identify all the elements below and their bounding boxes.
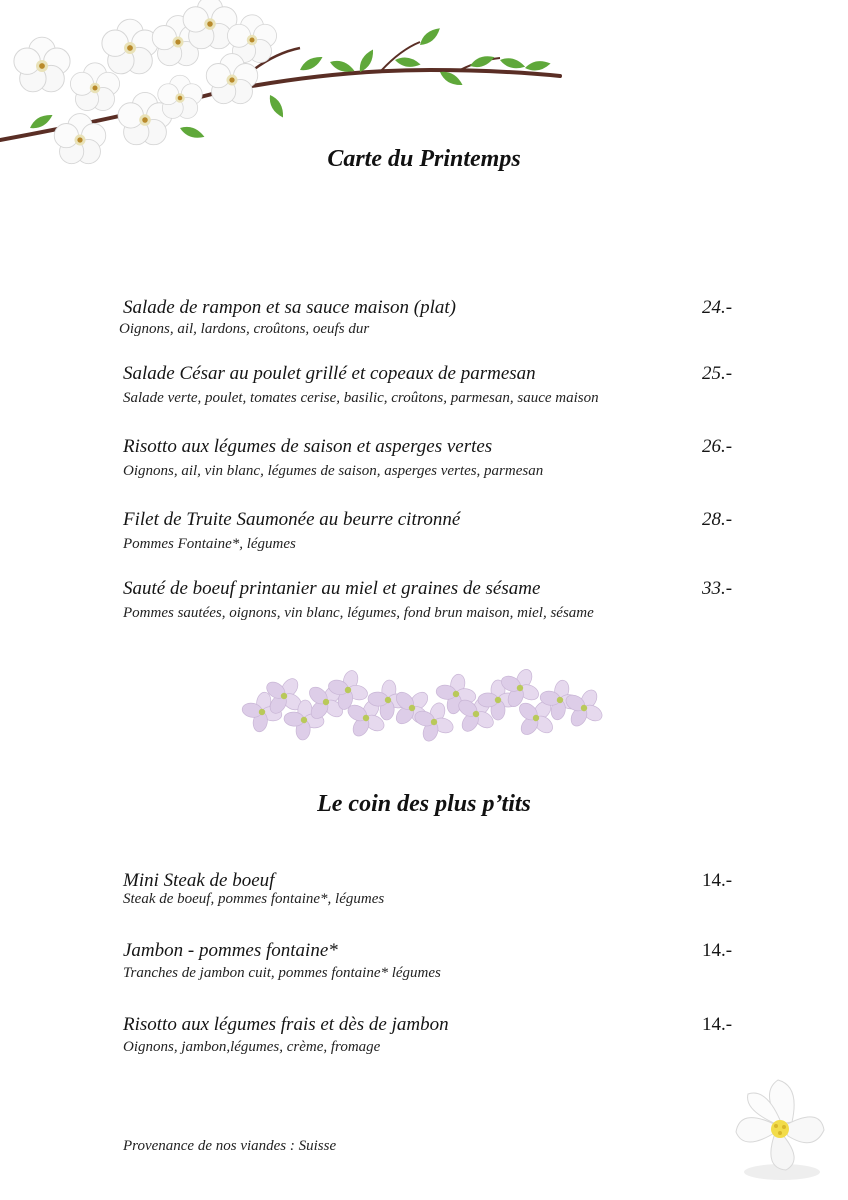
menu-item-description: Oignons, ail, lardons, croûtons, oeufs dur bbox=[119, 321, 370, 337]
menu-item-price: 33.- bbox=[702, 578, 733, 599]
menu-item-name: Filet de Truite Saumonée au beurre citronné bbox=[123, 509, 461, 530]
menu-item-price: 14.- bbox=[702, 870, 733, 891]
menu-item-description: Pommes sautées, oignons, vin blanc, légumes, fond brun maison, miel, sésame bbox=[123, 605, 594, 621]
menu-item-price: 14.- bbox=[702, 940, 733, 961]
menu-item-price: 14.- bbox=[702, 1014, 733, 1035]
menu-item-description: Pommes Fontaine*, légumes bbox=[123, 536, 296, 552]
menu-item-description: Tranches de jambon cuit, pommes fontaine* légumes bbox=[123, 965, 441, 981]
menu-item-price: 26.- bbox=[702, 436, 733, 457]
lilac-flower-garland bbox=[238, 668, 610, 748]
menu-item-name: Sauté de boeuf printanier au miel et graines de sésame bbox=[123, 578, 541, 599]
menu-item-description: Oignons, ail, vin blanc, légumes de saison, asperges vertes, parmesan bbox=[123, 463, 544, 479]
menu-item-price: 28.- bbox=[702, 509, 733, 530]
menu-item-name: Jambon - pommes fontaine* bbox=[123, 940, 338, 961]
menu-item-name: Mini Steak de boeuf bbox=[123, 870, 275, 891]
menu-item-description: Oignons, jambon,légumes, crème, fromage bbox=[123, 1039, 381, 1055]
menu-item-price: 25.- bbox=[702, 363, 733, 384]
menu-item-name: Risotto aux légumes de saison et asperges vertes bbox=[123, 436, 493, 457]
menu-item-price: 24.- bbox=[702, 297, 733, 318]
menu-item-name: Risotto aux légumes frais et dès de jambon bbox=[123, 1014, 449, 1035]
menu-item-description: Steak de boeuf, pommes fontaine*, légumes bbox=[123, 891, 385, 907]
menu-item-description: Salade verte, poulet, tomates cerise, basilic, croûtons, parmesan, sauce maison bbox=[123, 390, 599, 406]
meat-origin-note: Provenance de nos viandes : Suisse bbox=[123, 1138, 337, 1154]
white-blossom-illustration bbox=[730, 1072, 830, 1184]
menu-item-name: Salade de rampon et sa sauce maison (plat) bbox=[123, 297, 456, 318]
kids-section-title: Le coin des plus p’tits bbox=[317, 791, 531, 817]
menu-title: Carte du Printemps bbox=[327, 146, 521, 172]
menu-item-name: Salade César au poulet grillé et copeaux de parmesan bbox=[123, 363, 536, 384]
